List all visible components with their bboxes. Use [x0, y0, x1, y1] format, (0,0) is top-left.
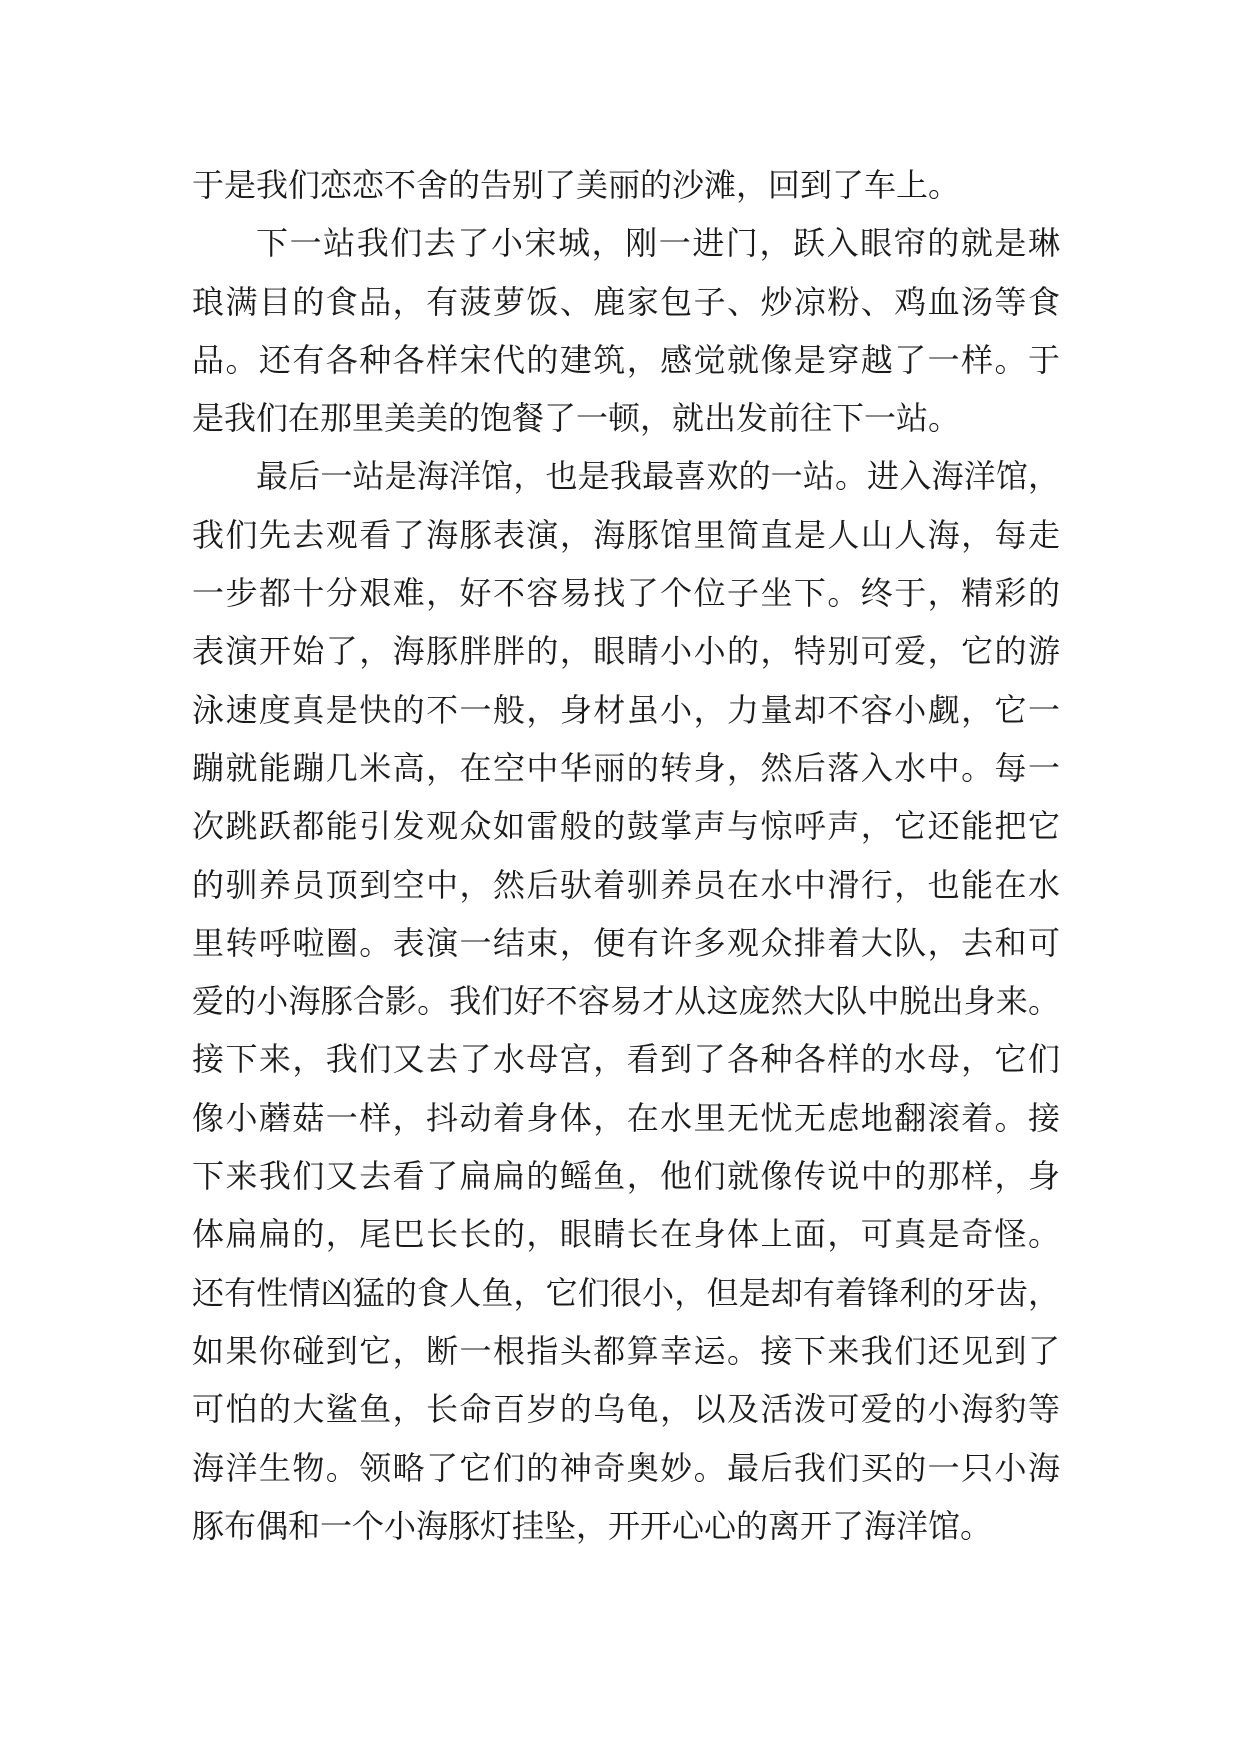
text-line: 爱的小海豚合影。我们好不容易才从这庞然大队中脱出身来。 [192, 982, 1060, 1021]
text-line: 海洋生物。领略了它们的神奇奥妙。最后我们买的一只小海 [192, 1448, 1060, 1487]
text-line: 下一站我们去了小宋城，刚一进门，跃入眼帘的就是琳 [256, 224, 1060, 263]
text-line: 可怕的大鲨鱼，长命百岁的乌龟，以及活泼可爱的小海豹等 [192, 1390, 1060, 1429]
text-line: 表演开始了，海豚胖胖的，眼睛小小的，特别可爱，它的游 [192, 632, 1060, 671]
text-line: 接下来，我们又去了水母宫，看到了各种各样的水母，它们 [192, 1040, 1060, 1079]
text-line: 次跳跃都能引发观众如雷般的鼓掌声与惊呼声，它还能把它 [192, 807, 1060, 846]
text-line: 于是我们恋恋不舍的告别了美丽的沙滩，回到了车上。 [192, 166, 961, 204]
text-line: 像小蘑菇一样，抖动着身体，在水里无忧无虑地翻滚着。接 [192, 1098, 1060, 1137]
text-line: 蹦就能蹦几米高，在空中华丽的转身，然后落入水中。每一 [192, 748, 1060, 787]
text-line: 还有性情凶猛的食人鱼，它们很小，但是却有着锋利的牙齿， [192, 1273, 1060, 1312]
text-line: 里转呼啦圈。表演一结束，便有许多观众排着大队，去和可 [192, 923, 1060, 962]
text-line: 体扁扁的，尾巴长长的，眼睛长在身体上面，可真是奇怪。 [192, 1215, 1060, 1254]
text-line: 豚布偶和一个小海豚灯挂坠，开开心心的离开了海洋馆。 [192, 1506, 993, 1545]
text-line: 琅满目的食品，有菠萝饭、鹿家包子、炒凉粉、鸡血汤等食 [192, 282, 1060, 321]
text-line: 泳速度真是快的不一般，身材虽小，力量却不容小觑，它一 [192, 690, 1060, 729]
text-line: 如果你碰到它，断一根指头都算幸运。接下来我们还见到了 [192, 1331, 1060, 1370]
text-line: 我们先去观看了海豚表演，海豚馆里简直是人山人海，每走 [192, 515, 1060, 554]
text-line: 品。还有各种各样宋代的建筑，感觉就像是穿越了一样。于 [192, 340, 1060, 379]
text-line: 是我们在那里美美的饱餐了一顿，就出发前往下一站。 [192, 399, 961, 438]
text-line: 最后一站是海洋馆，也是我最喜欢的一站。进入海洋馆， [256, 457, 1060, 496]
text-line: 的驯养员顶到空中，然后驮着驯养员在水中滑行，也能在水 [192, 865, 1060, 904]
text-line: 一步都十分艰难，好不容易找了个位子坐下。终于，精彩的 [192, 574, 1060, 613]
document-page [192, 156, 1060, 1555]
text-line: 下来我们又去看了扁扁的鳐鱼，他们就像传说中的那样，身 [192, 1157, 1060, 1196]
